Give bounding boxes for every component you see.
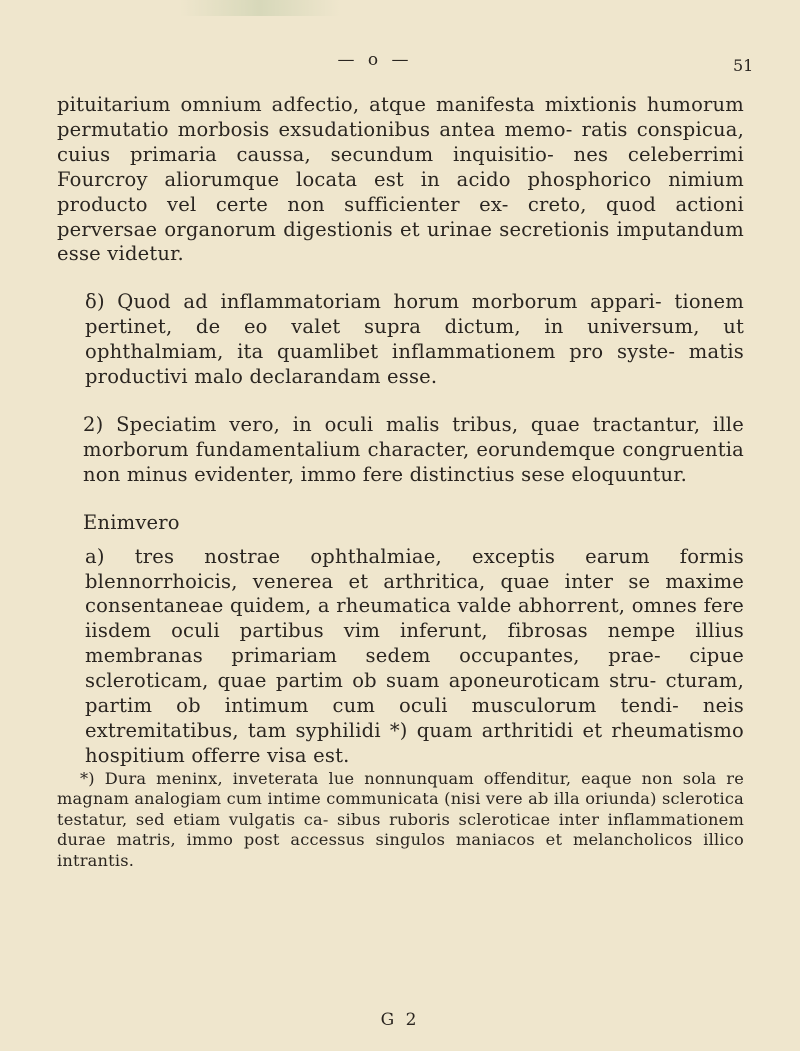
signature-mark: G 2 <box>380 1010 420 1030</box>
page-number: 51 <box>733 56 754 75</box>
page-header <box>0 50 800 80</box>
paragraph-1: pituitarium omnium adfectio, atque manifesta mixtionis humorum permutatio morbosis exsudationibus antea memo- ratis conspicua, cuius primaria caussa, secundum inquisitio- nes celeberrimi Fourcroy aliorumque locata est in acido phosphorico nimium producto vel certe non sufficienter ex- creto, quod actioni perversae organorum digestionis et urinae secretionis imputandum esse videtur. <box>57 93 744 266</box>
footnote <box>57 769 744 872</box>
paragraph-2: 2) Speciatim vero, in oculi malis tribus, quae tractantur, ille morborum fundamentalium character, eorundemque congruentia non minus evidenter, immo fere distinctius sese eloquuntur. <box>83 412 744 486</box>
paragraph-delta: δ) Quod ad inflammatoriam horum morborum appari- tionem pertinet, de eo valet supra dictum, in universum, ut ophthalmiam, ita quamlibet inflammationem pro syste- matis productivi malo declarandam esse. <box>85 290 744 389</box>
paper-stain <box>180 0 340 16</box>
paragraph-enimvero: Enimvero <box>83 510 180 534</box>
paragraph-a: a) tres nostrae ophthalmiae, exceptis earum formis blennorrhoicis, venerea et arthritica, quae inter se maxime consentaneae quidem, a rheumatica valde abhorrent, omnes fere iisdem oculi partibus vim inferunt, fibrosas nempe illius membranas primariam sedem occupantes, prae- cipue scleroticam, quae partim ob suam aponeuroticam stru- cturam, partim ob intimum cum oculi musculorum tendi- neis extremitatibus, tam syphilidi *) quam arthritidi et rheumatismo hospitium offerre visa est. <box>85 544 744 767</box>
page-body <box>57 93 744 871</box>
footnote-text: *) Dura meninx, inveterata lue nonnunquam offenditur, eaque non sola re magnam analogiam cum intime communicata (nisi vere ab illa oriunda) sclerotica testatur, sed etiam vulgatis ca- sibus ruboris scleroticae inter inflammationem durae matris, immo post accessus singulos maniacos et melancholicos illico intrantis. <box>57 768 744 870</box>
header-ornament: — o — <box>337 50 413 70</box>
